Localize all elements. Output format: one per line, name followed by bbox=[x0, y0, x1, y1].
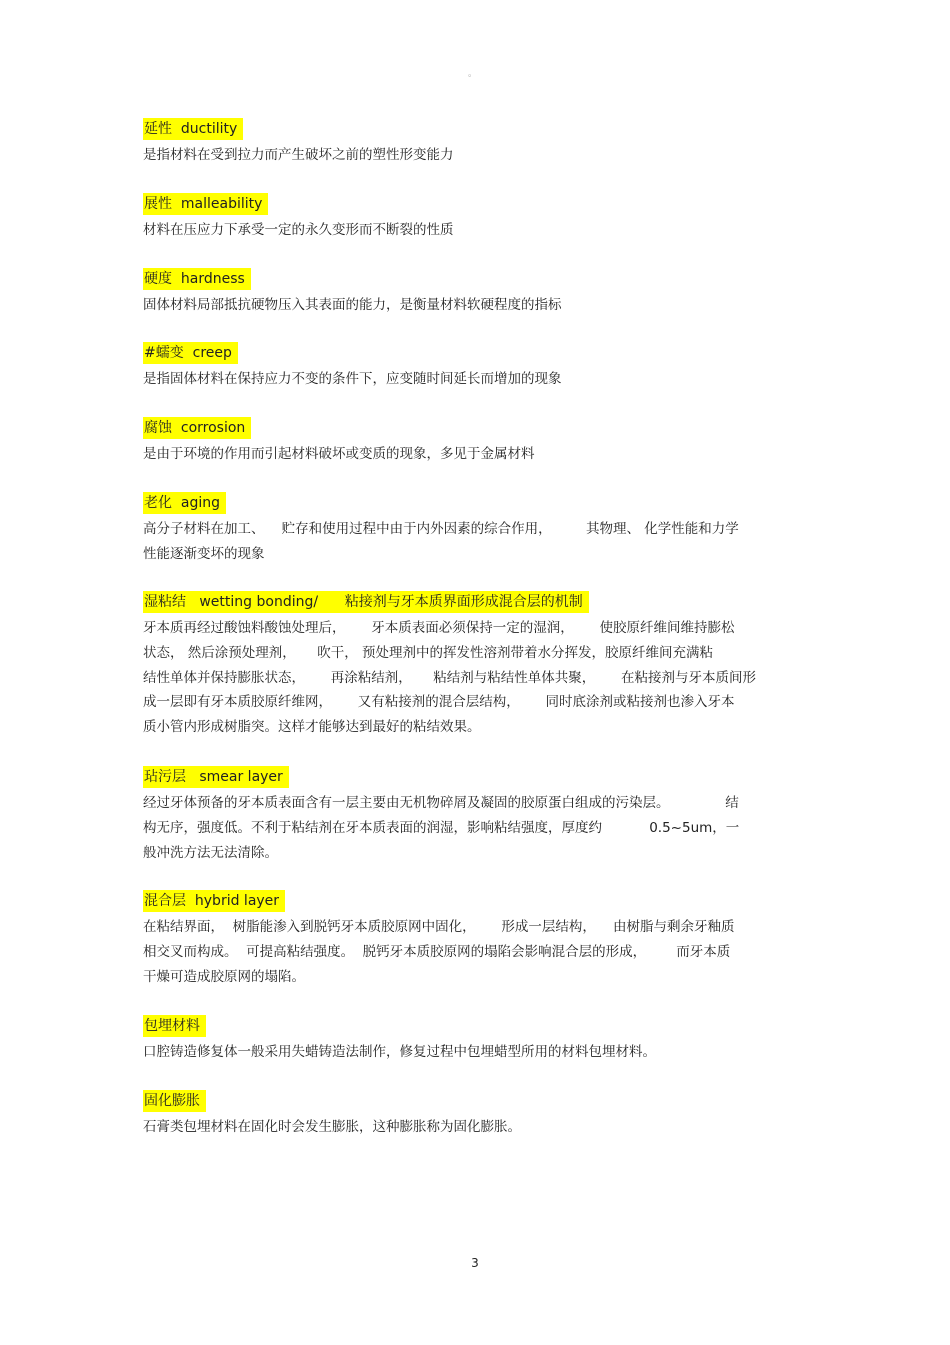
entry-malleability bbox=[143, 193, 813, 243]
term-heading: 混合层 hybrid layer bbox=[143, 890, 285, 912]
entry-creep bbox=[143, 342, 813, 392]
term-definition: 是由于环境的作用而引起材料破坏或变质的现象，多见于金属材料 bbox=[143, 446, 535, 462]
term-definition: 是指固体材料在保持应力不变的条件下，应变随时间延长而增加的现象 bbox=[143, 371, 562, 387]
term-definition: 材料在压应力下承受一定的永久变形而不断裂的性质 bbox=[143, 222, 454, 238]
entry-investment-material bbox=[143, 1015, 813, 1065]
term-definition: 经过牙体预备的牙本质表面含有一层主要由无机物碎屑及凝固的胶原蛋白组成的污染层。 结 构无序，强度低。不利于粘结剂在牙本质表面的润湿，影响粘结强度，厚度约 0.5~5um，一 般冲洗方法无法清除。 bbox=[143, 795, 740, 861]
term-heading: 固化膨胀 bbox=[143, 1090, 206, 1112]
entry-hybrid-layer bbox=[143, 890, 813, 989]
entry-corrosion bbox=[143, 417, 813, 467]
entry-ductility bbox=[143, 118, 813, 168]
term-definition: 在粘结界面， 树脂能渗入到脱钙牙本质胶原网中固化， 形成一层结构， 由树脂与剩余牙釉质 相交叉而构成。 可提高粘结强度。 脱钙牙本质胶原网的塌陷会影响混合层的形成， 而牙本质 干燥可造成胶原网的塌陷。 bbox=[143, 919, 735, 985]
term-definition: 口腔铸造修复体一般采用失蜡铸造法制作，修复过程中包埋蜡型所用的材料包埋材料。 bbox=[143, 1044, 656, 1060]
term-definition: 是指材料在受到拉力而产生破坏之前的塑性形变能力 bbox=[143, 147, 454, 163]
term-definition: 牙本质再经过酸蚀料酸蚀处理后， 牙本质表面必须保持一定的湿润， 使胶原纤维间维持膨松 状态， 然后涂预处理剂， 吹干， 预处理剂中的挥发性溶剂带着水分挥发，胶原纤维间充满粘 结性单体并保持膨胀状态， 再涂粘结剂， 粘结剂与粘结性单体共聚， 在粘接剂与牙本质间形 成一层即有牙本质胶原纤维网， 又有粘接剂的混合层结构， 同时底涂剂或粘接剂也渗入牙本 质小管内形成树脂突。这样才能够达到最好的粘结效果。 bbox=[143, 620, 756, 736]
term-heading: 包埋材料 bbox=[143, 1015, 206, 1037]
page-number: 3 bbox=[471, 1256, 479, 1270]
term-heading: 湿粘结 wetting bonding/ 粘接剂与牙本质界面形成混合层的机制 bbox=[143, 591, 589, 613]
term-definition: 高分子材料在加工、 贮存和使用过程中由于内外因素的综合作用， 其物理、 化学性能和力学 性能逐渐变坏的现象 bbox=[143, 521, 739, 562]
term-heading: 展性 malleability bbox=[143, 193, 268, 215]
header-mark: 。 bbox=[468, 69, 478, 79]
term-heading: 玷污层 smear layer bbox=[143, 766, 289, 788]
entry-setting-expansion bbox=[143, 1090, 813, 1140]
entry-wetting-bonding bbox=[143, 591, 813, 740]
entry-smear-layer bbox=[143, 766, 813, 865]
term-heading: 硬度 hardness bbox=[143, 268, 251, 290]
entry-hardness bbox=[143, 268, 813, 318]
entry-aging bbox=[143, 492, 813, 567]
term-definition: 石膏类包埋材料在固化时会发生膨胀，这种膨胀称为固化膨胀。 bbox=[143, 1119, 521, 1135]
term-heading: 老化 aging bbox=[143, 492, 226, 514]
term-heading: 延性 ductility bbox=[143, 118, 243, 140]
term-definition: 固体材料局部抵抗硬物压入其表面的能力，是衡量材料软硬程度的指标 bbox=[143, 297, 562, 313]
term-heading: 腐蚀 corrosion bbox=[143, 417, 251, 439]
term-heading: #蠕变 creep bbox=[143, 342, 238, 364]
